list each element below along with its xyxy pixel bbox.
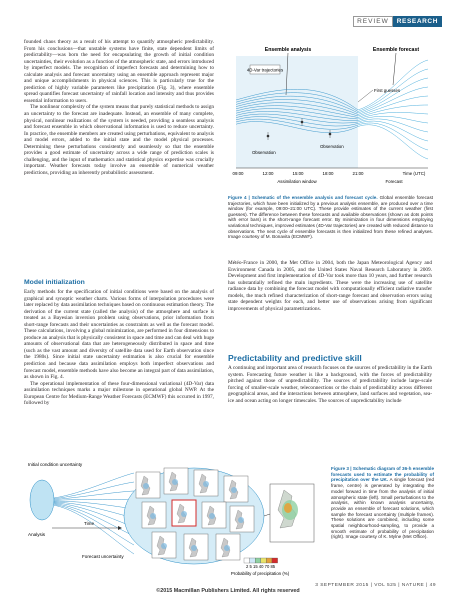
ensemble-forecast-label: Ensemble forecast [372, 47, 420, 53]
ensemble-map [216, 534, 240, 560]
ensemble-map [202, 502, 226, 528]
figure-4-caption [228, 195, 433, 240]
time-ticks [233, 171, 365, 176]
legend-values: 2 5 15 40 70 85 [246, 564, 276, 569]
ensemble-analysis-label: Ensemble analysis [264, 47, 312, 53]
paragraph: Early methods for the specification of initial conditions were based on the analysis of graphical and synoptic weather charts. Various forms of interpolation procedures were later replaced by data assimilation techniques based on continuous estimation theory. The derivation of the current state (called the analysis) of the atmosphere and surface is treated as a Bayesian inversion problem using observations, prior information from short-range forecasts and their uncertainties as constraints as well as the forecast model. These calculations, involving a global minimization, are performed in four dimensions to produce an analysis that is physically consistent in space and time and can deal with huge amounts of observational data that are heterogeneously distributed in space and time (such as the vast amount and diversity of satellite data used for Earth observation since the 1980s). Since initial state uncertainty estimation is also crucial for ensemble prediction and because data assimilation employs both imperfect observations and forecast model, ensemble methods have also become an integral part of data assimilation, as shown in Fig. 4. [24, 289, 214, 381]
analysis-label: Analysis [28, 532, 46, 537]
legend-swatch [272, 558, 278, 563]
paragraph: The nonlinear complexity of the system means that purely statistical methods to assign an uncertainty to the forecast are inadequate. Instead, an ensemble of many complete, physical, nonlinear realizations of the system is needed, providing a seamless analysis and forecast ensemble in which observational information is used to reduce uncertainty. In practice, the ensemble members are created using perturbations, equivalent to analysis and model errors, added to the initial state and the model physical processes. Determining these perturbations consistently and seamlessly so that the ensemble provides a good estimate of uncertainty across a wide range of prediction scales is challenging, and the input of mathematics and statistical physics expertise was crucially important. Weather forecasts today involve an ensemble of numerical weather predictions, providing an inherently probabilistic assessment. [24, 104, 214, 176]
research-label: RESEARCH [393, 16, 442, 27]
svg-text:09:00: 09:00 [232, 171, 244, 176]
time-axis-label: Time (UTC) [402, 171, 426, 176]
paragraph: founded chaos theory as a result of his attempt to quantify atmospheric predictability. From his conclusions—that unstable systems have finite, state dependent limits of predictability—was born the need for encapsulating the growth of initial condition uncertainties, their evolution as a function of the atmospheric state, and errors introduced by imperfect models. The recognition of imperfect forecasts and determining how to calculate analysis and forecast uncertainty using an ensemble approach represent major and unique accomplishments in physical sciences. This is particularly true for the prediction of highly variable parameters like precipitation (Fig. 3), where ensemble spread quantifies forecast uncertainty of rainfall location and intensity and thus provides essential information to users. [24, 39, 214, 104]
forecast-label: Forecast [385, 179, 403, 184]
forecast-line [358, 123, 428, 150]
ensemble-line [54, 473, 134, 498]
assimilation-window-label: Assimilation window [277, 179, 317, 184]
initial-uncertainty-ellipse [30, 480, 54, 520]
svg-text:12:00: 12:00 [262, 171, 274, 176]
figure-4-diagram [228, 40, 434, 192]
forecast-uncertainty-label: Forecast uncertainty [82, 554, 124, 559]
ensemble-line [54, 482, 134, 499]
ensemble-line [54, 499, 134, 500]
ensemble-line [54, 504, 134, 536]
pointer-line [358, 90, 373, 102]
ensemble-map [164, 468, 188, 494]
first-guesses-label: First guesses [374, 88, 401, 93]
forecast-plume [358, 60, 428, 159]
predictability-heading: Predictability and predictive skill [228, 353, 362, 363]
initial-uncertainty-label: Initial condition uncertainty [28, 462, 83, 467]
copyright-notice: ©2015 Macmillan Publishers Limited. All rights reserved [156, 588, 300, 594]
time-label: Time [84, 521, 95, 526]
time-arrow-head [118, 526, 122, 530]
ensemble-maps [136, 468, 254, 560]
caption-title: Figure 3 | Schematic diagram of 36-h ensemble forecasts used to estimate the probability of precipitation over the UK. [331, 466, 434, 483]
legend-title: Probability of precipitation (%) [230, 571, 290, 576]
ensemble-map [230, 506, 254, 532]
trajectories-label: 4D-Var trajectories [246, 67, 284, 73]
paragraph: The operational implementation of these four-dimensional variational (4D-Var) data assimilation techniques marks a major milestone in operational global NWP. At the European Centre for Medium-Range Weather Forecasts (ECMWF) this occurred in 1997, followed by [24, 380, 214, 407]
observation-label: Observation [320, 144, 344, 149]
figure-3-caption [331, 466, 434, 540]
section-header [353, 16, 442, 27]
ensemble-map [136, 472, 160, 498]
legend-swatch [250, 558, 256, 563]
pointer-line [393, 53, 396, 85]
ensemble-map [172, 500, 196, 526]
caption-text: A single forecast (red frame, centre) is generated by integrating the model forward in time from the analysis of initial atmospheric state (left). Small perturbations to the analysis, within known analysis uncertainty, provide an ensemble of forecast solutions, which sample the forecast uncertainty (multiple frames). These solutions are combined, including some spatial neighbourhood-sampling, to provide a smooth estimate of probability of precipitation (right). Image courtesy of K. Mylne (Met Office). [331, 477, 435, 540]
left-column-2 [24, 289, 214, 407]
ensemble-map [224, 476, 248, 502]
ensemble-map [142, 502, 166, 528]
right-column-2 [228, 365, 432, 404]
forecast-line [358, 112, 428, 119]
svg-text:18:00: 18:00 [322, 171, 334, 176]
paragraph: Météo-France in 2000, the Met Office in 2004, both the Japan Meteorological Agency and Environment Canada in 2005, and the United States Naval Research Laboratory in 2009. Development and first implementation of 4D-Var took more than 10 years, and further research has substantially refined the main ingredients. These were the increasing use of satellite radiance data by combining the forecast model with computationally efficient radiative transfer models, the much refined characterization of short-range forecast and observation errors using state dependent weights for each, and better use of observations arising from significant improvements of physical parametrizations. [228, 260, 432, 312]
svg-text:21:00: 21:00 [352, 171, 364, 176]
forecast-line [358, 121, 428, 141]
figure-3-diagram [24, 458, 324, 582]
ensemble-map [152, 532, 176, 558]
probability-legend [244, 558, 278, 563]
legend-swatch [255, 558, 261, 563]
ensemble-map [194, 470, 218, 496]
right-column [228, 260, 432, 312]
paragraph: A continuing and important area of research focuses on the sources of predictability in the Earth system. Forecasting future weather is like a background, with the forces of predictability pitched against those of unpredictability. The sources of predictability include large-scale forcing of smaller-scale weather, teleconnections or the chain of predictability across different geographical areas, and the interactions between atmosphere, land surfaces and vegetation, sea-ice and ocean acting on longer timescales. The sources of unpredictability include [228, 365, 432, 404]
probability-map [264, 484, 314, 542]
legend-swatch [244, 558, 250, 563]
page-footer: 3 SEPTEMBER 2015 | VOL 525 | NATURE | 49 [315, 583, 436, 588]
caption-title: Figure 4 | Schematic of the ensemble analysis and forecast cycle. [228, 195, 378, 200]
review-label: REVIEW [353, 16, 393, 27]
model-initialization-heading: Model initialization [24, 279, 85, 286]
left-column [24, 39, 214, 176]
observation-label: Observation [252, 150, 276, 155]
caption-text: Global ensemble forecast trajectories, which have been initialized by a previous analysis ensemble, are produced over a time window (for example, 09:00–21:00 UTC). These provide estimates of the current weather (first guesses). The difference between these forecasts and available observations (shown as dots points with error bars) is the short-range forecast error. By minimization in four dimensions employing variational techniques, improved estimates (4D-Var trajectories) are created with reduced distance to observations. The next cycle of ensemble forecasts is then initialized from these refined analyses. Image courtesy of M. Bonavita (ECMWF). [228, 195, 434, 240]
svg-text:15:00: 15:00 [292, 171, 304, 176]
ensemble-plume [54, 473, 134, 554]
legend-swatch [266, 558, 272, 563]
ensemble-map [184, 534, 208, 560]
legend-swatch [261, 558, 267, 563]
ensemble-line [54, 505, 134, 554]
forecast-line [358, 96, 428, 116]
